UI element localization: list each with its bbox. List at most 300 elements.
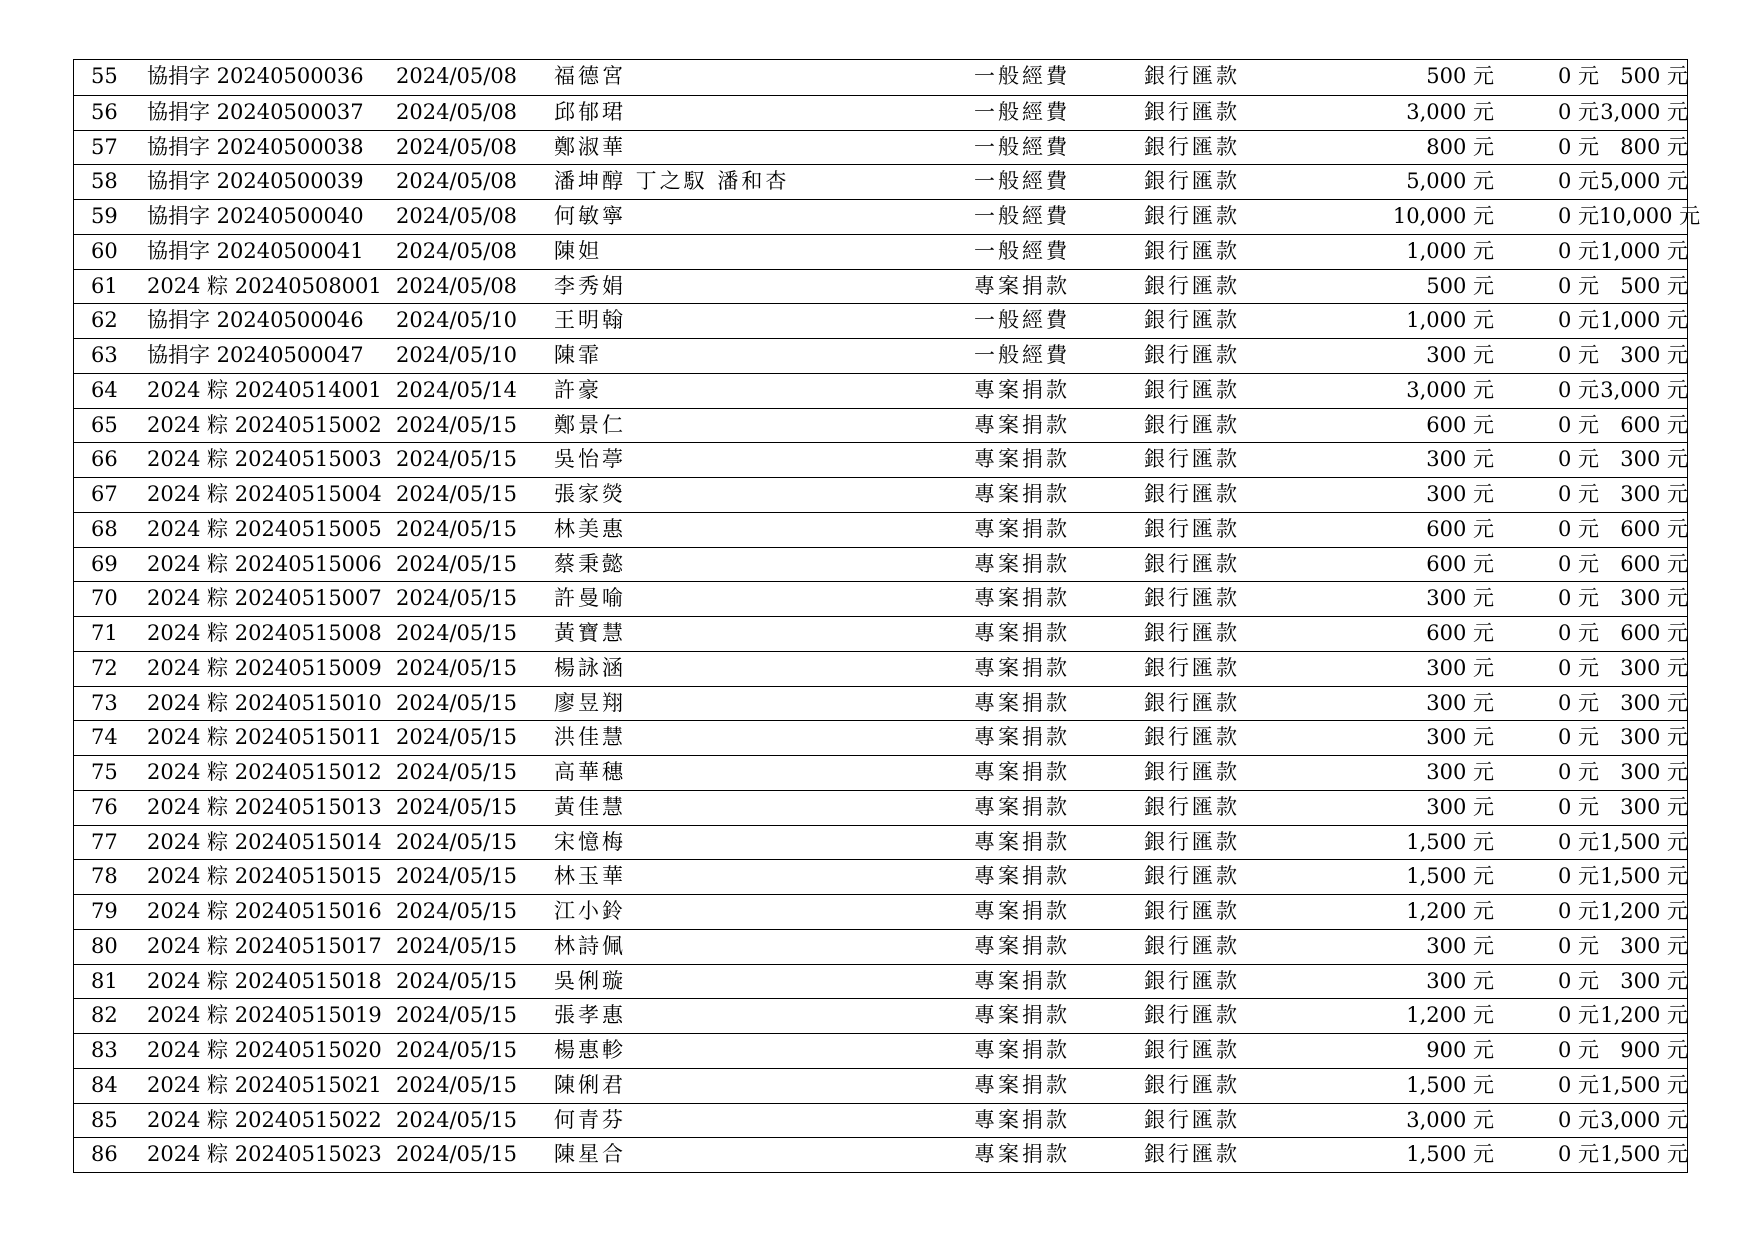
- row-number: 66: [91, 447, 118, 472]
- receipt-number: 協捐字 20240500047: [147, 343, 364, 367]
- payment-method: 銀行匯款: [1144, 99, 1240, 124]
- net-amount: 300 元: [1620, 933, 1688, 958]
- donor-name: 陳妲: [554, 238, 602, 263]
- fee-amount: 0 元: [1557, 447, 1599, 472]
- donation-amount: 1,500 元: [1406, 1142, 1494, 1167]
- row-number: 86: [91, 1142, 118, 1167]
- donor-name: 陳俐君: [554, 1072, 626, 1097]
- net-amount: 300 元: [1620, 343, 1688, 367]
- payment-method: 銀行匯款: [1144, 968, 1240, 993]
- payment-method: 銀行匯款: [1144, 482, 1240, 506]
- donation-type: 一般經費: [974, 308, 1070, 333]
- donation-date: 2024/05/15: [396, 829, 518, 854]
- receipt-number: 協捐字 20240500041: [147, 238, 364, 263]
- donor-name: 洪佳慧: [554, 725, 626, 750]
- receipt-number: 2024 粽 20240515016: [147, 899, 382, 923]
- payment-method: 銀行匯款: [1144, 343, 1240, 367]
- row-number: 59: [91, 204, 118, 228]
- receipt-number: 協捐字 20240500046: [147, 308, 364, 333]
- donation-amount: 300 元: [1426, 482, 1494, 506]
- table-row: [74, 130, 1687, 165]
- receipt-number: 2024 粽 20240515023: [147, 1142, 382, 1167]
- donation-amount: 300 元: [1426, 343, 1494, 367]
- receipt-number: 協捐字 20240500037: [147, 99, 364, 124]
- receipt-number: 2024 粽 20240515019: [147, 1003, 382, 1028]
- donor-name: 李秀娟: [554, 273, 626, 298]
- net-amount: 300 元: [1620, 794, 1688, 819]
- fee-amount: 0 元: [1557, 64, 1599, 88]
- fee-amount: 0 元: [1557, 516, 1599, 541]
- donation-type: 專案捐款: [974, 690, 1070, 715]
- donation-amount: 900 元: [1426, 1038, 1494, 1062]
- row-number: 70: [91, 586, 118, 611]
- donor-name: 王明翰: [554, 308, 626, 333]
- row-number: 77: [91, 829, 118, 854]
- row-number: 63: [91, 343, 118, 367]
- donation-type: 專案捐款: [974, 551, 1070, 576]
- donor-name: 林詩佩: [554, 933, 626, 958]
- donation-amount: 300 元: [1426, 690, 1494, 715]
- receipt-number: 2024 粽 20240515015: [147, 864, 382, 889]
- payment-method: 銀行匯款: [1144, 933, 1240, 958]
- donation-date: 2024/05/15: [396, 968, 518, 993]
- fee-amount: 0 元: [1557, 204, 1599, 228]
- table-row: [74, 338, 1687, 373]
- donation-amount: 3,000 元: [1406, 1107, 1494, 1132]
- net-amount: 300 元: [1620, 482, 1688, 506]
- table-row: [74, 651, 1687, 686]
- net-amount: 300 元: [1620, 690, 1688, 715]
- table-row: [74, 1137, 1687, 1172]
- table-row: [74, 1068, 1687, 1103]
- donor-name: 宋憶梅: [554, 829, 626, 854]
- donation-date: 2024/05/15: [396, 794, 518, 819]
- donation-amount: 800 元: [1426, 134, 1494, 159]
- row-number: 83: [91, 1038, 118, 1062]
- donation-date: 2024/05/15: [396, 447, 518, 472]
- donation-date: 2024/05/15: [396, 412, 518, 437]
- table-row: [74, 408, 1687, 443]
- fee-amount: 0 元: [1557, 1038, 1599, 1062]
- donation-date: 2024/05/15: [396, 933, 518, 958]
- table-row: [74, 929, 1687, 964]
- donation-amount: 10,000 元: [1392, 204, 1494, 228]
- payment-method: 銀行匯款: [1144, 725, 1240, 750]
- fee-amount: 0 元: [1557, 238, 1599, 263]
- net-amount: 1,000 元: [1600, 238, 1688, 263]
- donation-amount: 1,500 元: [1406, 864, 1494, 889]
- donation-date: 2024/05/08: [396, 169, 518, 194]
- donation-amount: 500 元: [1426, 64, 1494, 88]
- row-number: 84: [91, 1072, 118, 1097]
- table-row: [74, 859, 1687, 894]
- row-number: 82: [91, 1003, 118, 1028]
- net-amount: 3,000 元: [1600, 99, 1688, 124]
- donation-type: 專案捐款: [974, 1072, 1070, 1097]
- row-number: 71: [91, 621, 118, 645]
- payment-method: 銀行匯款: [1144, 1038, 1240, 1062]
- donor-name: 楊惠軫: [554, 1038, 626, 1062]
- donor-name: 吳俐璇: [554, 968, 626, 993]
- fee-amount: 0 元: [1557, 933, 1599, 958]
- payment-method: 銀行匯款: [1144, 273, 1240, 298]
- donor-name: 何敏寧: [554, 204, 626, 228]
- net-amount: 600 元: [1620, 412, 1688, 437]
- table-row: [74, 373, 1687, 408]
- table-row: [74, 581, 1687, 616]
- receipt-number: 2024 粽 20240515004: [147, 482, 382, 506]
- payment-method: 銀行匯款: [1144, 655, 1240, 680]
- fee-amount: 0 元: [1557, 725, 1599, 750]
- row-number: 85: [91, 1107, 118, 1132]
- payment-method: 銀行匯款: [1144, 238, 1240, 263]
- donor-name: 林美惠: [554, 516, 626, 541]
- payment-method: 銀行匯款: [1144, 899, 1240, 923]
- receipt-number: 2024 粽 20240515007: [147, 586, 382, 611]
- donor-name: 鄭景仁: [554, 412, 626, 437]
- donation-amount: 1,200 元: [1406, 1003, 1494, 1028]
- receipt-number: 2024 粽 20240515005: [147, 516, 382, 541]
- row-number: 69: [91, 551, 118, 576]
- payment-method: 銀行匯款: [1144, 1003, 1240, 1028]
- receipt-number: 2024 粽 20240515008: [147, 621, 382, 645]
- row-number: 56: [91, 99, 118, 124]
- table-row: [74, 1033, 1687, 1068]
- net-amount: 300 元: [1620, 655, 1688, 680]
- donation-type: 專案捐款: [974, 864, 1070, 889]
- donation-date: 2024/05/15: [396, 482, 518, 506]
- net-amount: 300 元: [1620, 760, 1688, 784]
- row-number: 75: [91, 760, 118, 784]
- donor-name: 蔡秉懿: [554, 551, 626, 576]
- donation-type: 一般經費: [974, 134, 1070, 159]
- fee-amount: 0 元: [1557, 621, 1599, 645]
- donation-date: 2024/05/15: [396, 690, 518, 715]
- donation-date: 2024/05/15: [396, 1107, 518, 1132]
- receipt-number: 2024 粽 20240515017: [147, 933, 382, 958]
- donation-date: 2024/05/15: [396, 899, 518, 923]
- donation-date: 2024/05/08: [396, 64, 518, 88]
- net-amount: 500 元: [1620, 273, 1688, 298]
- donor-name: 黃寶慧: [554, 621, 626, 645]
- donor-name: 邱郁珺: [554, 99, 626, 124]
- donation-type: 專案捐款: [974, 933, 1070, 958]
- receipt-number: 2024 粽 20240508001: [147, 273, 382, 298]
- payment-method: 銀行匯款: [1144, 690, 1240, 715]
- receipt-number: 2024 粽 20240515009: [147, 655, 382, 680]
- payment-method: 銀行匯款: [1144, 621, 1240, 645]
- payment-method: 銀行匯款: [1144, 516, 1240, 541]
- donation-amount: 1,500 元: [1406, 1072, 1494, 1097]
- donation-amount: 600 元: [1426, 621, 1494, 645]
- donation-type: 專案捐款: [974, 899, 1070, 923]
- receipt-number: 2024 粽 20240515010: [147, 690, 382, 715]
- row-number: 65: [91, 412, 118, 437]
- donation-date: 2024/05/15: [396, 586, 518, 611]
- table-row: [74, 686, 1687, 721]
- fee-amount: 0 元: [1557, 273, 1599, 298]
- table-row: [74, 477, 1687, 512]
- donation-type: 專案捐款: [974, 482, 1070, 506]
- row-number: 79: [91, 899, 118, 923]
- donation-amount: 1,200 元: [1406, 899, 1494, 923]
- donor-name: 楊詠涵: [554, 655, 626, 680]
- table-row: [74, 234, 1687, 269]
- donation-type: 專案捐款: [974, 968, 1070, 993]
- fee-amount: 0 元: [1557, 1107, 1599, 1132]
- net-amount: 1,500 元: [1600, 864, 1688, 889]
- net-amount: 600 元: [1620, 621, 1688, 645]
- fee-amount: 0 元: [1557, 586, 1599, 611]
- row-number: 57: [91, 134, 118, 159]
- donation-type: 一般經費: [974, 204, 1070, 228]
- donation-date: 2024/05/10: [396, 343, 518, 367]
- row-number: 72: [91, 655, 118, 680]
- payment-method: 銀行匯款: [1144, 794, 1240, 819]
- table-row: [74, 95, 1687, 130]
- receipt-number: 2024 粽 20240515006: [147, 551, 382, 576]
- donor-name: 陳星合: [554, 1142, 626, 1167]
- receipt-number: 協捐字 20240500036: [147, 64, 364, 88]
- donation-type: 一般經費: [974, 343, 1070, 367]
- donation-amount: 300 元: [1426, 760, 1494, 784]
- fee-amount: 0 元: [1557, 551, 1599, 576]
- fee-amount: 0 元: [1557, 169, 1599, 194]
- donor-name: 許豪: [554, 377, 602, 402]
- row-number: 55: [91, 64, 118, 88]
- net-amount: 3,000 元: [1600, 1107, 1688, 1132]
- donor-name: 鄭淑華: [554, 134, 626, 159]
- net-amount: 800 元: [1620, 134, 1688, 159]
- table-row: [74, 790, 1687, 825]
- row-number: 60: [91, 238, 118, 263]
- donation-type: 專案捐款: [974, 1038, 1070, 1062]
- fee-amount: 0 元: [1557, 343, 1599, 367]
- donation-date: 2024/05/14: [396, 377, 518, 402]
- payment-method: 銀行匯款: [1144, 864, 1240, 889]
- donation-date: 2024/05/08: [396, 273, 518, 298]
- net-amount: 300 元: [1620, 968, 1688, 993]
- payment-method: 銀行匯款: [1144, 134, 1240, 159]
- payment-method: 銀行匯款: [1144, 1107, 1240, 1132]
- fee-amount: 0 元: [1557, 760, 1599, 784]
- net-amount: 300 元: [1620, 586, 1688, 611]
- table-row: [74, 964, 1687, 999]
- fee-amount: 0 元: [1557, 829, 1599, 854]
- donation-date: 2024/05/08: [396, 204, 518, 228]
- donation-date: 2024/05/15: [396, 1142, 518, 1167]
- net-amount: 1,500 元: [1600, 1142, 1688, 1167]
- donation-date: 2024/05/15: [396, 655, 518, 680]
- donation-table: [73, 59, 1701, 1173]
- payment-method: 銀行匯款: [1144, 1072, 1240, 1097]
- net-amount: 10,000 元: [1599, 204, 1701, 228]
- row-number: 64: [91, 377, 118, 402]
- donation-date: 2024/05/08: [396, 134, 518, 159]
- donation-type: 一般經費: [974, 99, 1070, 124]
- fee-amount: 0 元: [1557, 1142, 1599, 1167]
- fee-amount: 0 元: [1557, 899, 1599, 923]
- donation-amount: 300 元: [1426, 933, 1494, 958]
- receipt-number: 2024 粽 20240515022: [147, 1107, 382, 1132]
- donation-date: 2024/05/08: [396, 99, 518, 124]
- donation-amount: 600 元: [1426, 516, 1494, 541]
- payment-method: 銀行匯款: [1144, 412, 1240, 437]
- receipt-number: 2024 粽 20240515012: [147, 760, 382, 784]
- donation-amount: 1,000 元: [1406, 308, 1494, 333]
- donation-type: 專案捐款: [974, 655, 1070, 680]
- donation-type: 專案捐款: [974, 794, 1070, 819]
- donation-amount: 500 元: [1426, 273, 1494, 298]
- donor-name: 江小鈴: [554, 899, 626, 923]
- donation-amount: 600 元: [1426, 412, 1494, 437]
- donation-date: 2024/05/10: [396, 308, 518, 333]
- donation-amount: 300 元: [1426, 655, 1494, 680]
- net-amount: 5,000 元: [1600, 169, 1688, 194]
- fee-amount: 0 元: [1557, 412, 1599, 437]
- receipt-number: 2024 粽 20240515020: [147, 1038, 382, 1062]
- donation-date: 2024/05/15: [396, 1072, 518, 1097]
- net-amount: 1,000 元: [1600, 308, 1688, 333]
- fee-amount: 0 元: [1557, 377, 1599, 402]
- donation-amount: 1,500 元: [1406, 829, 1494, 854]
- net-amount: 3,000 元: [1600, 377, 1688, 402]
- donor-name: 陳霏: [554, 343, 602, 367]
- donation-amount: 600 元: [1426, 551, 1494, 576]
- table-row: [74, 825, 1687, 860]
- donor-name: 廖昱翔: [554, 690, 626, 715]
- fee-amount: 0 元: [1557, 1003, 1599, 1028]
- payment-method: 銀行匯款: [1144, 586, 1240, 611]
- payment-method: 銀行匯款: [1144, 551, 1240, 576]
- donor-name: 張家熒: [554, 482, 626, 506]
- net-amount: 1,500 元: [1600, 1072, 1688, 1097]
- receipt-number: 協捐字 20240500039: [147, 169, 364, 194]
- donation-type: 專案捐款: [974, 725, 1070, 750]
- payment-method: 銀行匯款: [1144, 64, 1240, 88]
- net-amount: 1,200 元: [1600, 1003, 1688, 1028]
- row-number: 76: [91, 794, 118, 819]
- donation-date: 2024/05/15: [396, 864, 518, 889]
- table-row: [74, 442, 1687, 477]
- donor-name: 吳怡葶: [554, 447, 626, 472]
- donation-type: 專案捐款: [974, 447, 1070, 472]
- donation-type: 一般經費: [974, 64, 1070, 88]
- receipt-number: 2024 粽 20240515018: [147, 968, 382, 993]
- payment-method: 銀行匯款: [1144, 829, 1240, 854]
- donation-date: 2024/05/15: [396, 725, 518, 750]
- table-row: [74, 1103, 1687, 1138]
- fee-amount: 0 元: [1557, 690, 1599, 715]
- donation-date: 2024/05/15: [396, 551, 518, 576]
- donation-amount: 300 元: [1426, 725, 1494, 750]
- payment-method: 銀行匯款: [1144, 204, 1240, 228]
- donation-amount: 3,000 元: [1406, 377, 1494, 402]
- donation-amount: 300 元: [1426, 968, 1494, 993]
- donation-date: 2024/05/15: [396, 1003, 518, 1028]
- donation-type: 專案捐款: [974, 1142, 1070, 1167]
- payment-method: 銀行匯款: [1144, 760, 1240, 784]
- receipt-number: 協捐字 20240500038: [147, 134, 364, 159]
- receipt-number: 2024 粽 20240514001: [147, 377, 382, 402]
- payment-method: 銀行匯款: [1144, 308, 1240, 333]
- fee-amount: 0 元: [1557, 99, 1599, 124]
- table-row: [74, 512, 1687, 547]
- row-number: 78: [91, 864, 118, 889]
- net-amount: 900 元: [1620, 1038, 1688, 1062]
- donor-name: 張孝惠: [554, 1003, 626, 1028]
- donation-date: 2024/05/15: [396, 760, 518, 784]
- donation-type: 專案捐款: [974, 516, 1070, 541]
- donor-name: 林玉華: [554, 864, 626, 889]
- payment-method: 銀行匯款: [1144, 377, 1240, 402]
- donation-type: 專案捐款: [974, 1003, 1070, 1028]
- fee-amount: 0 元: [1557, 308, 1599, 333]
- receipt-number: 2024 粽 20240515014: [147, 829, 382, 854]
- table-row: [74, 269, 1687, 304]
- receipt-number: 2024 粽 20240515003: [147, 447, 382, 472]
- receipt-number: 2024 粽 20240515021: [147, 1072, 382, 1097]
- row-number: 73: [91, 690, 118, 715]
- table-row: [74, 303, 1687, 338]
- table-row: [74, 755, 1687, 790]
- row-number: 80: [91, 933, 118, 958]
- row-number: 61: [91, 273, 118, 298]
- donation-type: 專案捐款: [974, 586, 1070, 611]
- donation-amount: 5,000 元: [1406, 169, 1494, 194]
- payment-method: 銀行匯款: [1144, 169, 1240, 194]
- net-amount: 1,500 元: [1600, 829, 1688, 854]
- fee-amount: 0 元: [1557, 864, 1599, 889]
- fee-amount: 0 元: [1557, 1072, 1599, 1097]
- row-number: 74: [91, 725, 118, 750]
- row-number: 62: [91, 308, 118, 333]
- donation-date: 2024/05/15: [396, 1038, 518, 1062]
- donation-type: 一般經費: [974, 238, 1070, 263]
- table-row: [74, 199, 1701, 234]
- donor-name: 何青芬: [554, 1107, 626, 1132]
- table-row: [74, 720, 1687, 755]
- donation-type: 專案捐款: [974, 760, 1070, 784]
- row-number: 81: [91, 968, 118, 993]
- net-amount: 600 元: [1620, 551, 1688, 576]
- fee-amount: 0 元: [1557, 134, 1599, 159]
- donation-date: 2024/05/08: [396, 238, 518, 263]
- net-amount: 300 元: [1620, 725, 1688, 750]
- donor-name: 黃佳慧: [554, 794, 626, 819]
- donation-amount: 3,000 元: [1406, 99, 1494, 124]
- row-number: 68: [91, 516, 118, 541]
- donation-type: 專案捐款: [974, 829, 1070, 854]
- donation-date: 2024/05/15: [396, 621, 518, 645]
- fee-amount: 0 元: [1557, 794, 1599, 819]
- donor-name: 許曼喻: [554, 586, 626, 611]
- net-amount: 600 元: [1620, 516, 1688, 541]
- donation-type: 專案捐款: [974, 377, 1070, 402]
- net-amount: 1,200 元: [1600, 899, 1688, 923]
- row-number: 67: [91, 482, 118, 506]
- donation-type: 專案捐款: [974, 621, 1070, 645]
- donation-type: 專案捐款: [974, 1107, 1070, 1132]
- row-number: 58: [91, 169, 118, 194]
- table-row: [74, 616, 1687, 651]
- donation-amount: 300 元: [1426, 794, 1494, 819]
- payment-method: 銀行匯款: [1144, 447, 1240, 472]
- table-row: [74, 547, 1687, 582]
- fee-amount: 0 元: [1557, 968, 1599, 993]
- donation-type: 專案捐款: [974, 412, 1070, 437]
- donor-name: 潘坤醇 丁之馭 潘和杏: [554, 169, 790, 194]
